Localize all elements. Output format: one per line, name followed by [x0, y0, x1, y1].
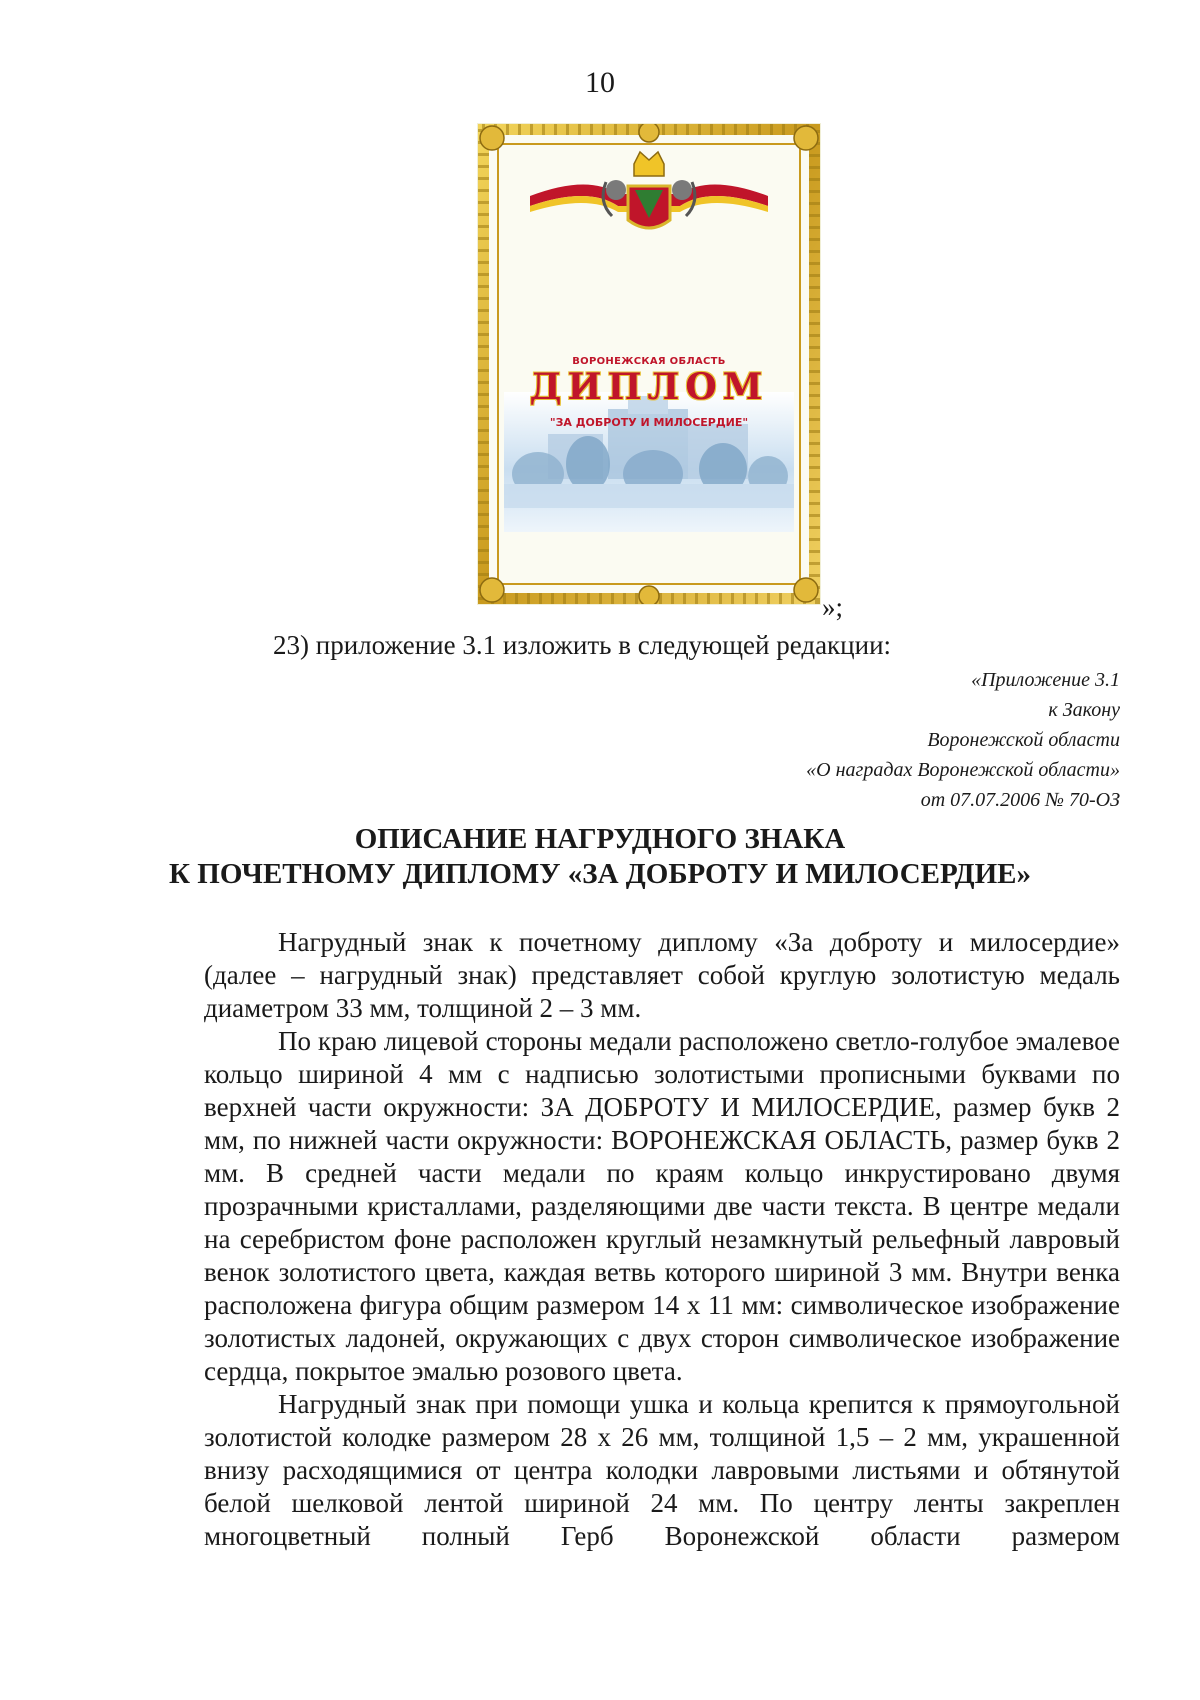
diploma-image [478, 124, 820, 604]
appendix-line: Воронежской области [927, 729, 1120, 751]
paragraph: Нагрудный знак к почетному диплому «За доброту и милосердие» (далее – нагрудный знак) представляет собой круглую золотистую медаль диаметром 33 мм, толщиной 2 – 3 мм. [204, 927, 1120, 1023]
corner-ornament [480, 126, 504, 150]
paragraph: Нагрудный знак при помощи ушка и кольца крепится к прямоугольной золотистой колодке размером 28 х 26 мм, толщиной 1,5 – 2 мм, украшенной внизу расходящимися от центра колодки лавровыми листьями и обтянутой белой шелковой лентой шириной 24 мм. По центру ленты закреплен многоцветный полный Герб Воронежской области размером [204, 1389, 1120, 1551]
heading-line: К ПОЧЕТНОМУ ДИПЛОМУ «ЗА ДОБРОТУ И МИЛОСЕРДИЕ» [169, 858, 1031, 890]
diploma-title: ДИПЛОМ [529, 366, 769, 408]
page-number: 10 [585, 66, 615, 99]
section-heading [0, 822, 1200, 892]
amendment-item: 23) приложение 3.1 изложить в следующей редакции: [273, 630, 892, 660]
appendix-line: от 07.07.2006 № 70-ОЗ [920, 789, 1120, 811]
diploma-region: ВОРОНЕЖСКАЯ ОБЛАСТЬ [572, 356, 726, 367]
coat-of-arms-icon [603, 152, 695, 228]
appendix-line: к Закону [1048, 699, 1120, 721]
corner-ornament [480, 578, 504, 602]
corner-ornament [794, 578, 818, 602]
top-ornament [639, 124, 659, 142]
heading-line: ОПИСАНИЕ НАГРУДНОГО ЗНАКА [354, 823, 846, 855]
corner-ornament [794, 126, 818, 150]
paragraph: По краю лицевой стороны медали расположено светло-голубое эмалевое кольцо шириной 4 мм с надписью золотистыми прописными буквами по верхней части окружности: ЗА ДОБРОТУ И МИЛОСЕРДИЕ, размер букв 2 мм, по нижней части окружности: ВОРОНЕЖСКАЯ ОБЛАСТЬ, размер букв 2 мм. В средней части медали по краям кольцо инкрустировано двумя прозрачными кристаллами, разделяющими две части текста. В центре медали на серебристом фоне расположен круглый незамкнутый рельефный лавровый венок золотистого цвета, каждая ветвь которого шириной 3 мм. Внутри венка расположена фигура общим размером 14 х 11 мм: символическое изображение золотистых ладоней, окружающих с двух сторон символическое изображение сердца, покрытое эмалью розового цвета. [204, 1026, 1120, 1386]
closing-quote: »; [822, 592, 844, 622]
appendix-line: «Приложение 3.1 [971, 669, 1120, 691]
appendix-reference [620, 665, 1120, 815]
diploma-subtitle: "ЗА ДОБРОТУ И МИЛОСЕРДИЕ" [549, 416, 749, 429]
bottom-ornament [639, 586, 659, 604]
body-text [204, 926, 1120, 1553]
appendix-line: «О наградах Воронежской области» [806, 759, 1120, 781]
